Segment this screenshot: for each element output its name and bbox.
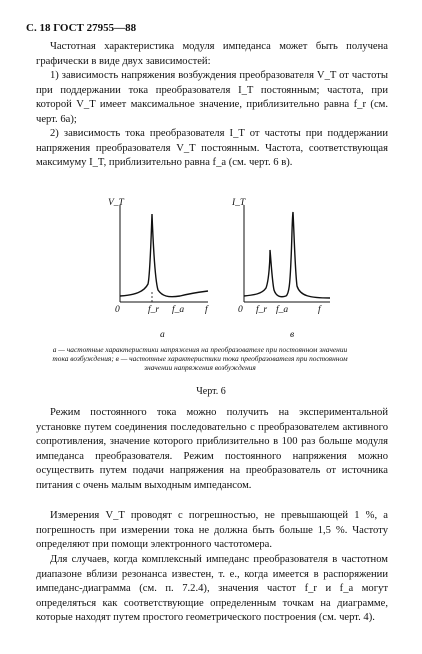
impedance-diagram-paragraph: Для случаев, когда комплексный импеданс преобразователя в частотном диапазоне вблизи резонанса известен, т. е., когда имеется в распоряжении импеданс-диаграмма (см. п. 7.2.4), значения частот f_r и f_a могут определяться как соответствующие определенным точкам на диаграмме, которые находят путем простого геометрического построения (см. черт. 4). bbox=[36, 554, 388, 624]
left-y-label: V_T bbox=[108, 198, 124, 208]
measurement-paragraph: Измерения V_T проводят с погрешностью, не превышающей 1 %, а погрешность при измерении тока не должна быть больше 1,5 %. Частоту определяют при помощи электронного частотомера. bbox=[36, 510, 388, 551]
item-2-paragraph: 2) зависимость тока преобразователя I_T от частоты при поддержании напряжения преобразователя V_T постоянным. Частота, соответствующая максимуму I_T, приблизительно равна f_a (см. черт. 6 в). bbox=[36, 128, 388, 169]
right-panel-label: в bbox=[290, 330, 295, 340]
constant-current-paragraph: Режим постоянного тока можно получить на экспериментальной установке путем соединения последовательно с преобразователем активного сопротивления, значение которого приблизительно в 100 раз больше модуля импеданса преобразователя. Режим постоянного напряжения можно осуществить путем подачи напряжения на преобразователь от источника питания с очень малым выходным импедансом. bbox=[36, 407, 388, 491]
right-y-label: I_T bbox=[232, 198, 246, 208]
right-tick-fr: f_r bbox=[256, 305, 268, 315]
item-1-paragraph: 1) зависимость напряжения возбуждения преобразователя V_T от частоты при поддержании тока преобразователя I_T постоянным; частота, при которой V_T имеет максимальное значение, приблизительно равна f_r (см. черт. 6а); bbox=[36, 70, 388, 125]
left-tick-fa: f_a bbox=[172, 305, 185, 315]
left-frequency-plot bbox=[100, 200, 220, 320]
intro-paragraph: Частотная характеристика модуля импеданса может быть получена графически в виде двух зависимостей: bbox=[36, 41, 388, 67]
page-header: С. 18 ГОСТ 27955—88 bbox=[26, 22, 137, 34]
left-tick-f: f bbox=[205, 305, 208, 315]
right-tick-f: f bbox=[318, 305, 321, 315]
left-panel-label: а bbox=[160, 330, 165, 340]
left-tick-fr: f_r bbox=[148, 305, 160, 315]
left-origin-label: 0 bbox=[115, 305, 120, 315]
figure-number: Черт. 6 bbox=[196, 386, 226, 397]
figure-caption: а — частотные характеристики напряжения на преобразователе при постоянном значении тока возбуждения; в — частотные характеристики тока преобразователя при постоянном значении напряжения возбуждения bbox=[52, 345, 348, 372]
right-tick-fa: f_a bbox=[276, 305, 289, 315]
right-origin-label: 0 bbox=[238, 305, 243, 315]
right-frequency-plot bbox=[226, 200, 346, 320]
